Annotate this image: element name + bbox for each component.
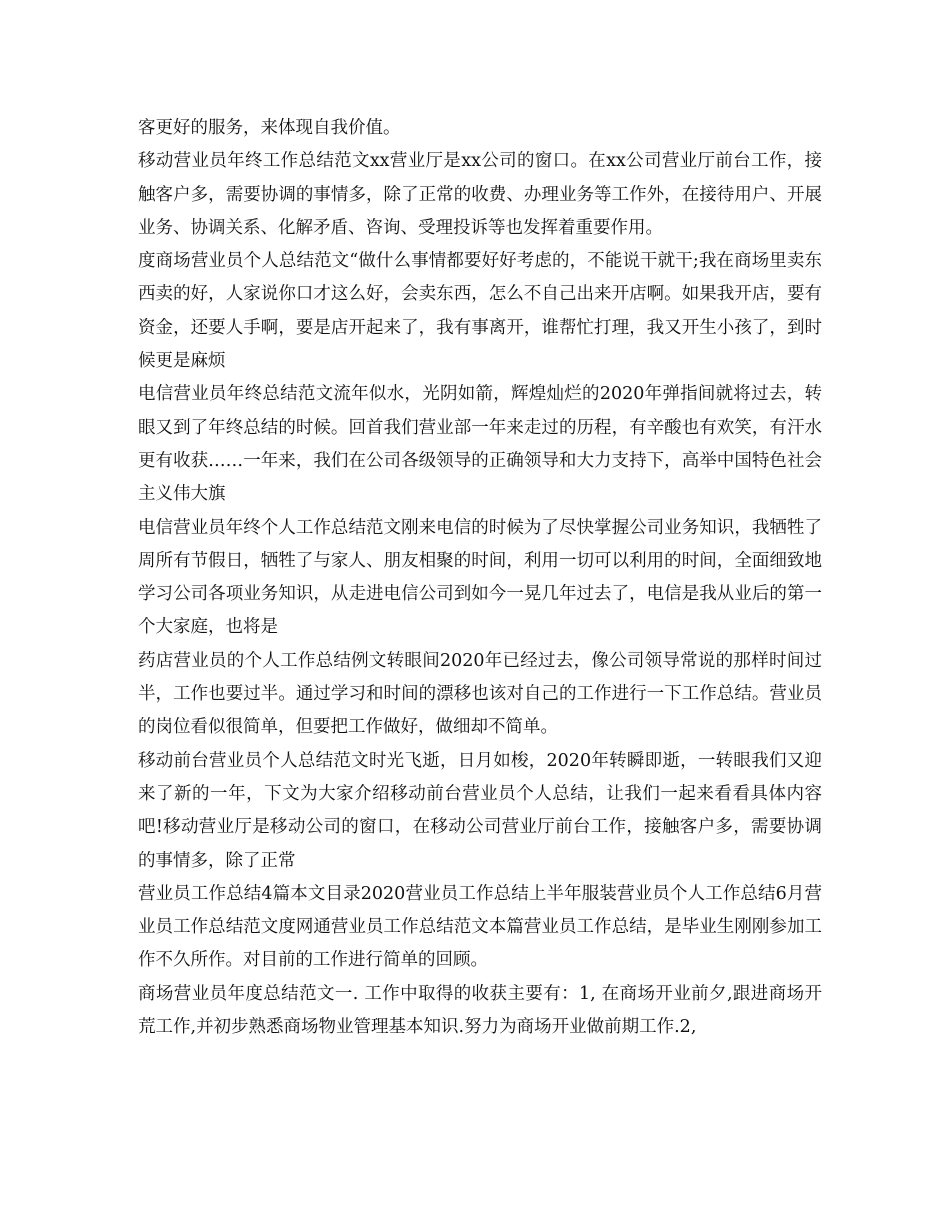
- paragraph: 移动营业员年终工作总结范文xx营业厅是xx公司的窗口。在xx公司营业厅前台工作，接触客户多，需要协调的事情多，除了正常的收费、办理业务等工作外，在接待用户、开展业务、协调关系、化解矛盾、咨询、受理投诉等也发挥着重要作用。: [138, 151, 822, 238]
- paragraph: 电信营业员年终总结范文流年似水，光阴如箭，辉煌灿烂的2020年弹指间就将过去，转眼又到了年终总结的时候。回首我们营业部一年来走过的历程，有辛酸也有欢笑，有汗水更有收获……一年来，我们在公司各级领导的正确领导和大力支持下，高举中国特色社会主义伟大旗: [138, 384, 822, 505]
- paragraph: 客更好的服务，来体现自我价值。: [138, 118, 401, 138]
- paragraph: 电信营业员年终个人工作总结范文刚来电信的时候为了尽快掌握公司业务知识，我牺牲了周所有节假日，牺牲了与家人、朋友相聚的时间，利用一切可以利用的时间，全面细致地学习公司各项业务知识，从走进电信公司到如今一晃几年过去了，电信是我从业后的第一个大家庭，也将是: [138, 517, 822, 638]
- document-body: [138, 112, 822, 1044]
- paragraph: 营业员工作总结4篇本文目录2020营业员工作总结上半年服装营业员个人工作总结6月营业员工作总结范文度网通营业员工作总结范文本篇营业员工作总结，是毕业生刚刚参加工作不久所作。对目前的工作进行简单的回顾。: [138, 883, 822, 971]
- paragraph: 移动前台营业员个人总结范文时光飞逝，日月如梭，2020年转瞬即逝，一转眼我们又迎来了新的一年，下文为大家介绍移动前台营业员个人总结，让我们一起来看看具体内容吧!移动营业厅是移动公司的窗口，在移动公司营业厅前台工作，接触客户多，需要协调的事情多，除了正常: [138, 750, 822, 871]
- paragraph: 商场营业员年度总结范文一. 工作中取得的收获主要有：1, 在商场开业前夕,跟进商场开荒工作,并初步熟悉商场物业管理基本知识.努力为商场开业做前期工作.2,: [138, 983, 822, 1038]
- paragraph: 药店营业员的个人工作总结例文转眼间2020年已经过去，像公司领导常说的那样时间过半，工作也要过半。通过学习和时间的漂移也该对自己的工作进行一下工作总结。营业员的岗位看似很简单，但要把工作做好，做细却不简单。: [138, 650, 822, 738]
- paragraph: 度商场营业员个人总结范文“做什么事情都要好好考虑的，不能说干就干;我在商场里卖东西卖的好，人家说你口才这么好，会卖东西，怎么不自己出来开店啊。如果我开店，要有资金，还要人手啊，要是店开起来了，我有事离开，谁帮忙打理，我又开生小孩了，到时候更是麻烦: [138, 251, 822, 372]
